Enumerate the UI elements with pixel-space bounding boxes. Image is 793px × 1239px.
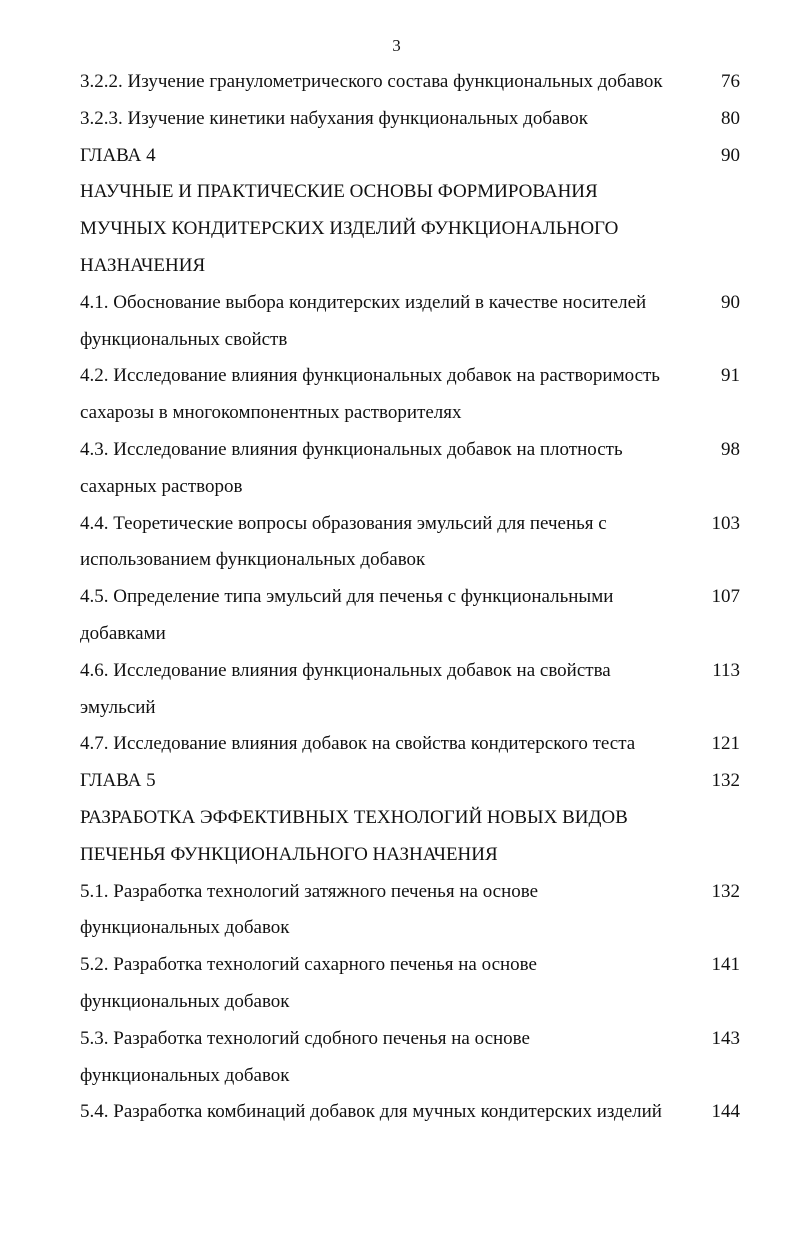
toc-entry <box>80 248 740 285</box>
toc-entry-title: 4.2. Исследование влияния функциональных добавок на растворимость <box>80 365 660 387</box>
toc-entry-title: сахарных растворов <box>80 475 243 497</box>
toc-entry-title: использованием функциональных добавок <box>80 549 426 571</box>
chapter-heading: ГЛАВА 5 <box>80 770 156 792</box>
toc-entry-page: 132 <box>711 770 740 792</box>
toc-entry <box>80 653 740 690</box>
toc-entry <box>80 984 740 1021</box>
toc-entry <box>80 910 740 947</box>
toc-entry <box>80 432 740 469</box>
chapter-title: НАУЧНЫЕ И ПРАКТИЧЕСКИЕ ОСНОВЫ ФОРМИРОВАНИЯ <box>80 181 598 203</box>
toc-entry <box>80 469 740 506</box>
chapter-title: РАЗРАБОТКА ЭФФЕКТИВНЫХ ТЕХНОЛОГИЙ НОВЫХ ВИДОВ <box>80 806 628 828</box>
toc-entry-page: 141 <box>711 954 740 976</box>
toc-entry <box>80 395 740 432</box>
toc-entry-title: сахарозы в многокомпонентных растворителях <box>80 402 462 424</box>
toc-entry-title: функциональных добавок <box>80 1064 290 1086</box>
toc-entry-page: 90 <box>721 291 740 313</box>
toc-entry-title: эмульсий <box>80 696 156 718</box>
toc-entry-title: 4.4. Теоретические вопросы образования эмульсий для печенья с <box>80 512 607 534</box>
toc-entry <box>80 874 740 911</box>
toc-entry-page: 103 <box>711 512 740 534</box>
toc-entry <box>80 101 740 138</box>
toc-entry <box>80 726 740 763</box>
toc-entry-title: функциональных добавок <box>80 917 290 939</box>
table-of-contents <box>80 64 740 1131</box>
toc-entry-title: 5.4. Разработка комбинаций добавок для мучных кондитерских изделий <box>80 1101 662 1123</box>
toc-entry <box>80 1058 740 1095</box>
toc-entry <box>80 174 740 211</box>
toc-entry-page: 113 <box>712 659 740 681</box>
toc-entry <box>80 358 740 395</box>
toc-entry <box>80 690 740 727</box>
toc-entry-page: 144 <box>711 1101 740 1123</box>
toc-entry <box>80 1021 740 1058</box>
toc-entry-title: функциональных добавок <box>80 990 290 1012</box>
toc-entry-title: добавками <box>80 622 166 644</box>
toc-entry <box>80 1094 740 1131</box>
toc-entry-title: 5.3. Разработка технологий сдобного печенья на основе <box>80 1027 530 1049</box>
toc-entry-title: 3.2.3. Изучение кинетики набухания функциональных добавок <box>80 107 589 129</box>
toc-entry-title: 4.6. Исследование влияния функциональных добавок на свойства <box>80 659 611 681</box>
toc-entry-title: 5.2. Разработка технологий сахарного печенья на основе <box>80 954 537 976</box>
toc-entry <box>80 211 740 248</box>
toc-entry <box>80 285 740 322</box>
toc-entry-page: 143 <box>711 1027 740 1049</box>
chapter-title: ПЕЧЕНЬЯ ФУНКЦИОНАЛЬНОГО НАЗНАЧЕНИЯ <box>80 843 498 865</box>
chapter-heading: ГЛАВА 4 <box>80 144 156 166</box>
toc-entry <box>80 138 740 175</box>
toc-entry-page: 91 <box>721 365 740 387</box>
toc-entry <box>80 579 740 616</box>
toc-entry-page: 98 <box>721 438 740 460</box>
toc-entry-title: 4.7. Исследование влияния добавок на свойства кондитерского теста <box>80 733 636 755</box>
chapter-title: МУЧНЫХ КОНДИТЕРСКИХ ИЗДЕЛИЙ ФУНКЦИОНАЛЬНОГО <box>80 218 619 240</box>
toc-entry <box>80 763 740 800</box>
toc-entry-page: 90 <box>721 144 740 166</box>
toc-entry-page: 132 <box>711 880 740 902</box>
page-number: 3 <box>392 36 401 55</box>
toc-entry-page: 76 <box>721 71 740 92</box>
toc-entry <box>80 800 740 837</box>
toc-entry <box>80 322 740 359</box>
toc-entry <box>80 947 740 984</box>
toc-entry-title: 4.3. Исследование влияния функциональных добавок на плотность <box>80 438 623 460</box>
toc-entry <box>80 506 740 543</box>
toc-entry-title: 4.1. Обоснование выбора кондитерских изделий в качестве носителей <box>80 291 647 313</box>
toc-entry-page: 80 <box>721 107 740 129</box>
toc-entry <box>80 542 740 579</box>
toc-entry-title: 3.2.2. Изучение гранулометрического состава функциональных добавок <box>80 71 663 92</box>
toc-entry-title: 5.1. Разработка технологий затяжного печенья на основе <box>80 880 539 902</box>
toc-entry-title: 4.5. Определение типа эмульсий для печенья с функциональными <box>80 586 614 608</box>
toc-entry <box>80 64 740 101</box>
toc-entry <box>80 616 740 653</box>
toc-entry-title: функциональных свойств <box>80 328 288 350</box>
toc-entry-page: 107 <box>711 586 740 608</box>
toc-entry <box>80 837 740 874</box>
toc-entry-page: 121 <box>711 733 740 755</box>
chapter-title: НАЗНАЧЕНИЯ <box>80 254 206 276</box>
